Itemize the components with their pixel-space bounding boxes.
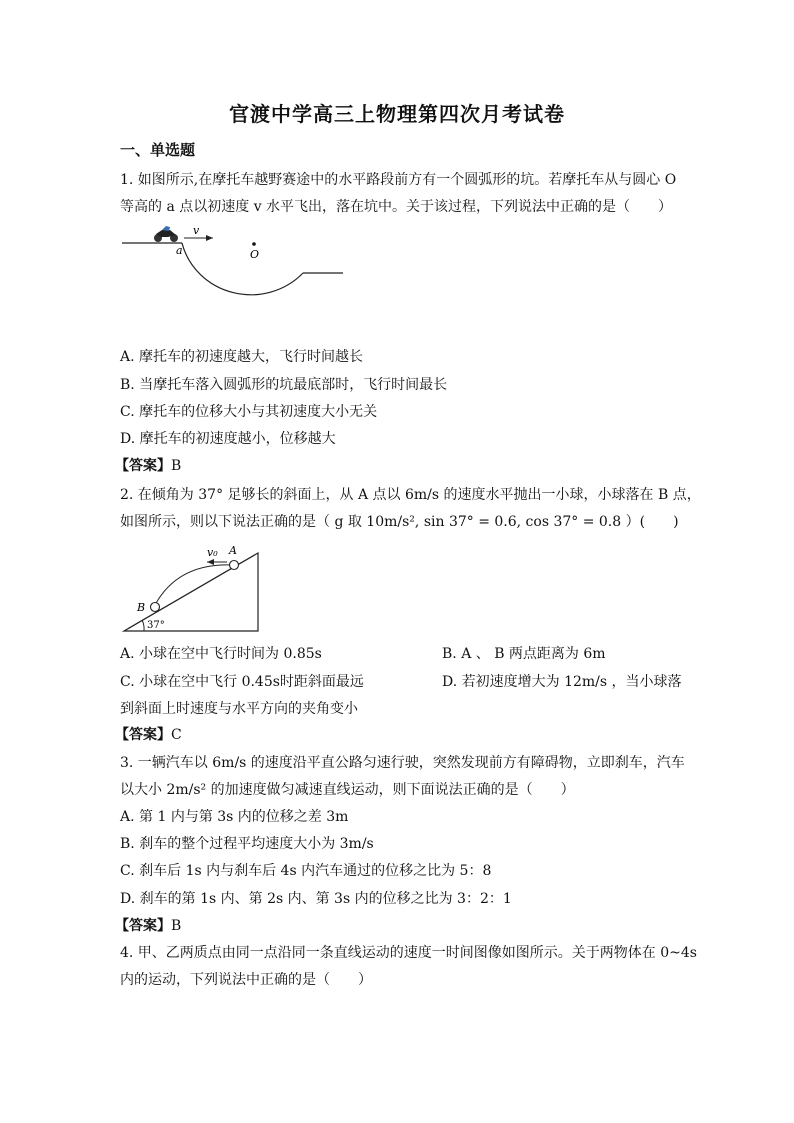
q4-stem-line2: 内的运动，下列说法中正确的是（ ） <box>120 972 372 988</box>
q1-stem-line2: 等高的 a 点以初速度 v 水平飞出，落在坑中。关于该过程，下列说法中正确的是（ ） <box>120 199 673 215</box>
q1-option-b: B. 当摩托车落入圆弧形的坑最底部时，飞行时间最长 <box>120 377 448 393</box>
q3-answer <box>115 915 181 935</box>
arrow-right-icon <box>206 235 213 241</box>
q1-stem-line1: 1. 如图所示,在摩托车越野赛途中的水平路段前方有一个圆弧形的坑。若摩托车从与圆心 O <box>120 172 677 188</box>
q1-fig-label-a: a <box>176 244 183 257</box>
answer-label: 【答案】 <box>115 458 171 474</box>
q1-figure-motorcycle-pit <box>118 225 358 335</box>
q1-fig-label-v: v <box>193 224 200 237</box>
q2-fig-label-v0: v₀ <box>207 546 218 559</box>
q4-stem-line1: 4. 甲、乙两质点由同一点沿同一条直线运动的速度一时间图像如图所示。关于两物体在 0~4s <box>120 945 697 961</box>
q2-option-b: B. A 、 B 两点距离为 6m <box>442 646 606 662</box>
answer-label: 【答案】 <box>115 918 171 934</box>
motorcycle-icon <box>154 226 178 242</box>
q1-option-d: D. 摩托车的初速度越小，位移越大 <box>120 431 336 447</box>
answer-value: B <box>171 458 182 474</box>
q2-option-d-cont: 到斜面上时速度与水平方向的夹角变小 <box>120 701 358 717</box>
q3-stem-line1: 3. 一辆汽车以 6m/s 的速度沿平直公路匀速行驶，突然发现前方有障碍物，立即刹车，汽车 <box>120 755 685 771</box>
answer-value: C <box>171 727 182 743</box>
q2-option-a: A. 小球在空中飞行时间为 0.85s <box>120 646 322 662</box>
page-title: 官渡中学高三上物理第四次月考试卷 <box>229 102 565 126</box>
arrow-left-icon <box>207 559 214 565</box>
q2-fig-label-B: B <box>137 601 146 614</box>
q1-answer <box>115 455 181 475</box>
q2-stem-line2: 如图所示，则以下说法正确的是（ g 取 10m/s², sin 37° = 0.6, cos 37° = 0.8 ）( ) <box>120 514 679 530</box>
answer-label: 【答案】 <box>115 727 171 743</box>
q3-option-c: C. 刹车后 1s 内与刹车后 4s 内汽车通过的位移之比为 5：8 <box>120 863 492 879</box>
q2-option-d: D. 若初速度增大为 12m/s ，当小球落 <box>442 674 682 690</box>
q1-option-c: C. 摩托车的位移大小与其初速度大小无关 <box>120 404 378 420</box>
q1-option-a: A. 摩托车的初速度越大，飞行时间越长 <box>120 349 364 365</box>
q2-stem-line1: 2. 在倾角为 37° 足够长的斜面上，从 A 点以 6m/s 的速度水平抛出一小球，小球落在 B 点， <box>120 487 701 503</box>
q2-fig-label-A: A <box>229 544 237 557</box>
q3-option-b: B. 刹车的整个过程平均速度大小为 3m/s <box>120 836 374 852</box>
q1-fig-label-O: O <box>250 248 260 261</box>
q2-fig-label-angle: 37° <box>147 620 165 631</box>
q3-option-d: D. 刹车的第 1s 内、第 2s 内、第 3s 内的位移之比为 3：2：1 <box>120 891 512 907</box>
q2-option-c: C. 小球在空中飞行 0.45s时距斜面最远 <box>120 674 364 690</box>
section-heading: 一、单选题 <box>120 141 196 159</box>
q3-option-a: A. 第 1 内与第 3s 内的位移之差 3m <box>120 809 349 825</box>
q2-answer <box>115 724 182 744</box>
q2-figure-incline <box>118 543 268 633</box>
q3-stem-line2: 以大小 2m/s² 的加速度做匀减速直线运动，则下面说法正确的是（ ） <box>120 782 575 798</box>
answer-value: B <box>171 918 182 934</box>
